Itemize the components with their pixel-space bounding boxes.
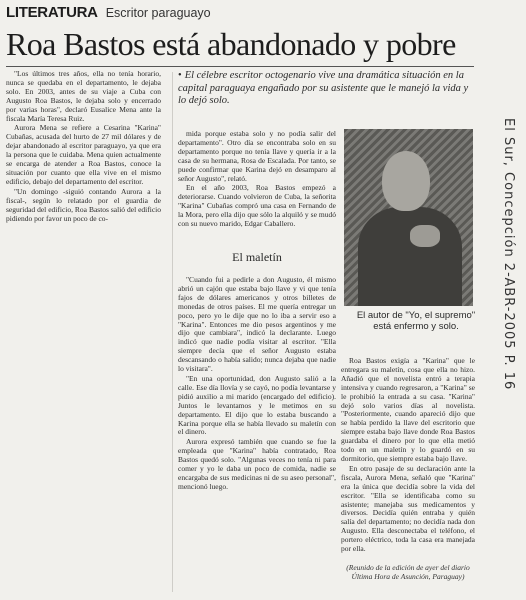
paragraph: mida porque estaba solo y no podía salir del departamento". Otro día se encontraba solo en su departamento porque no tenía llave y quería ir a la casa de su hermana, Rosa de Escalada. Por tanto, se puede confirmar que Karina dejó en desamparo al señor Augusto", relató. (178, 129, 336, 183)
headline-rule (6, 66, 474, 67)
paragraph: Roa Bastos exigía a "Karina" que le entregara su maletín, cosa que ella no hizo. Añadió que el novelista entró a terapia intensiva y cuando regresaron, a "Karina" se le prohibió la entrada a su casa. "Karina" dejó solo varios días al novelista. "Posteriormente, cuando apareció dijo que se había perdido la llave del escritorio que siempre estaba bajo llave donde Roa Bastos guardaba el dinero por lo que ella metió todo en un maletín y lo guardó en su dormitorio, que siempre estaba bajo llave. (341, 356, 475, 463)
deck-text: El célebre escritor octogenario vive una dramática situación en la capital paraguaya engañado por su asistente que le manejó la vida y lo dejó solo. (178, 70, 469, 106)
article-column-2-continued (178, 276, 336, 493)
paragraph: "Un domingo -siguió contando Aurora a la fiscal-, según lo relatado por el guardia de seguridad del edificio, Roa Bastos salió del edificio pidiendo por favor un poco de co- (6, 186, 161, 223)
paragraph: "En una oportunidad, don Augusto salió a la calle. Ese día llovía y se cayó, no podía levantarse y pidió auxilio a mi marido (encargado del edificio). Juntos le levantamos y le metimos en su departamento. El dijo que lo estaba buscando a Karina porque ella se había llevado su maletín con el dinero. (178, 373, 336, 437)
photo-caption: El autor de "Yo, el supremo" está enfermo y solo. (356, 310, 476, 332)
photo-figure-hand (410, 225, 440, 247)
article-column-3 (341, 357, 475, 555)
article-column-2 (178, 130, 336, 230)
photo-figure-head (382, 151, 430, 211)
article-column-1 (6, 70, 161, 224)
section-sublabel: Escritor paraguayo (105, 6, 211, 20)
paragraph: En otro pasaje de su declaración ante la fiscala, Aurora Mena, señaló que "Karina" era la única que decidía sobre la vida del escritor. "Ella se identificaba como su asistente; manejaba sus medicamentos y diversos. Decidía quién entraba y quién salía del departamento; no decidía nada don Augusto. Ella desconectaba el teléfono, el portero eléctrico, toda la casa era manejada por ella. (341, 463, 475, 554)
column-divider (172, 72, 173, 592)
section-header (6, 4, 211, 22)
paragraph: "Cuando fui a pedirle a don Augusto, él mismo abrió un cajón que estaba bajo llave y vi que tenía fajos de dólares americanos y otros billetes de monedas de otros países. El me quería entregar un poco, pero yo le dije que no lo iba a servir eso a "Karina". Entonces me dio pesos argentinos y me dijo que cambiara", indicó la declarante. Luego indicó que nadie podía visitar al escritor. "Ella siempre decía que el señor Augusto estaba descansando o había salido; nunca dejaba que nadie lo visitara". (178, 275, 336, 374)
paragraph: Aurora expresó también que cuando se fue la empleada que "Karina" había contratado, Roa Bastos quedó solo. "Algunas veces no tenía ni para comer y yo le daba un poco de comida, nadie se encargaba de sus medicinas ni de su aseo personal", mencionó luego. (178, 437, 336, 491)
photo-figure-body (358, 207, 462, 306)
paragraph: En el año 2003, Roa Bastos empezó a deteriorarse. Cuando volvieron de Cuba, la señorita "Karina" Cubañas compró una casa en Fernando de la Mora, pero ella dijo que sólo la alquiló y se mudó con su nuevo marido, Edgar Caballero. (178, 183, 336, 229)
bullet-mark: • (178, 70, 182, 81)
headline: Roa Bastos está abandonado y pobre (6, 26, 456, 62)
deck-summary (178, 70, 478, 108)
section-label: LITERATURA (6, 4, 98, 21)
paragraph: Aurora Mena se refiere a Cesarina "Karina" Cubañas, acusada del hurto de 27 mil dólares y de dejar abandonado al escritor paraguayo, ya que era la persona que le cuidaba. Mena quien actualmente se encarga de atender a Roa Bastos, conoce la situación por cuanto que ella vive en el mismo edificio, debajo del departamento del escritor. (6, 123, 161, 186)
handwritten-annotation: El Sur, Concepción 2-ABR-2005 P. 16 (501, 118, 516, 391)
author-photo (344, 129, 473, 306)
source-credit: (Reunido de la edición de ayer del diario Última Hora de Asunción, Paraguay) (346, 563, 470, 581)
subheading: El maletín (232, 250, 282, 264)
paragraph: "Los últimos tres años, ella no tenía horario, nunca se quedaba en el departamento, le dejaba solo. En 2003, antes de su viaje a Cuba con Augusto Roa Bastos, le dejaba solo y encerrado por varias horas", declaró Eusalice Mena ante la fiscala María Teresa Ruiz. (6, 69, 161, 123)
